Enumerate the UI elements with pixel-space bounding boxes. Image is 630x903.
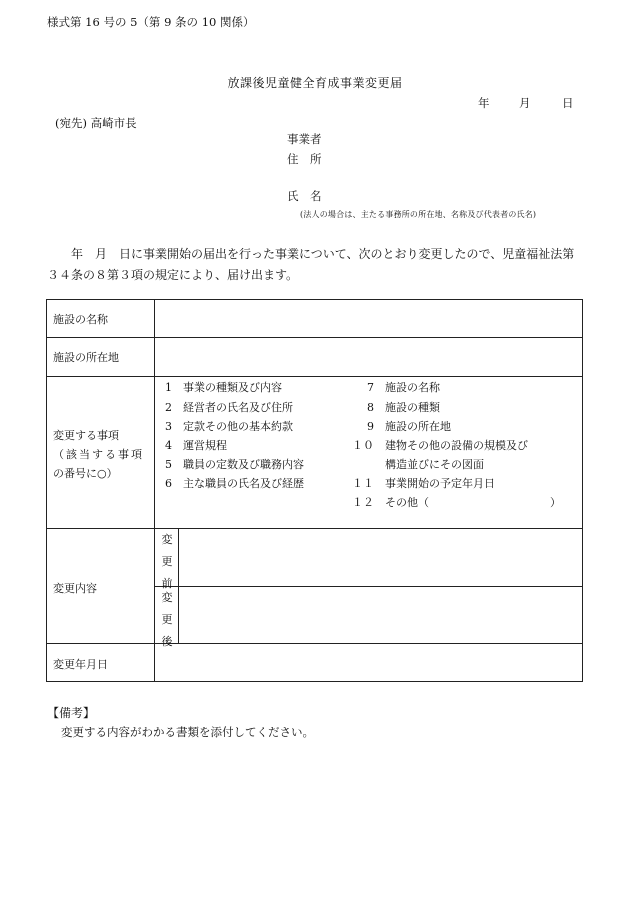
before-label: 変 更 前 [161,533,173,590]
table-rule [154,586,583,587]
change-item-10: １０ 建物その他の設備の規模及び [352,439,528,452]
change-item-7: 7 施設の名称 [367,381,440,394]
date-day: 日 [562,96,574,110]
change-item-8: 8 施設の種類 [367,401,440,414]
notes-title: 【備考】 [47,706,96,720]
table-rule [46,337,583,338]
facility-name-label: 施設の名称 [53,313,108,326]
table-divider [154,299,155,682]
change-items-label-2: （該当する事項 [53,448,144,461]
change-items-label-3: の番号に○） [53,467,118,480]
table-sub-divider [178,528,179,643]
change-item-4: 4 運営規程 [165,439,227,452]
table-rule [46,528,583,529]
table-rule [46,643,583,644]
change-item-9: 9 施設の所在地 [367,420,451,433]
date-year: 年 [478,96,490,110]
change-item-10-cont: 構造並びにその図面 [385,458,484,471]
addressee: (宛先) 高崎市長 [55,116,137,130]
operator-address-label: 住 所 [287,152,322,166]
change-item-6: 6 主な職員の氏名及び経歴 [165,477,304,490]
operator-name-label: 氏 名 [287,189,322,203]
table-rule [46,376,583,377]
form-number: 様式第 16 号の 5（第 9 条の 10 関係） [47,15,255,29]
change-items-label-1: 変更する事項 [53,429,119,442]
change-item-5: 5 職員の定数及び職務内容 [165,458,304,471]
notes-text: 変更する内容がわかる書類を添付してください。 [61,725,314,739]
body-line-1: 年 月 日に事業開始の届出を行った事業について、次のとおり変更したので、児童福祉法第 [47,247,575,261]
document-title: 放課後児童健全育成事業変更届 [227,76,403,90]
change-item-12: １２ その他（ ） [352,496,561,509]
date-month: 月 [519,96,531,110]
operator-note: (法人の場合は、主たる事務所の所在地、名称及び代表者の氏名) [300,210,537,219]
after-label: 変 更 後 [161,591,173,648]
change-date-label: 変更年月日 [53,658,108,671]
change-content-label: 変更内容 [53,582,97,595]
operator-label: 事業者 [287,132,322,146]
change-item-3: 3 定款その他の基本約款 [165,420,293,433]
change-item-1: 1 事業の種類及び内容 [165,381,282,394]
body-line-2: ３４条の８第３項の規定により、届け出ます。 [47,268,299,282]
facility-location-label: 施設の所在地 [53,351,119,364]
change-table [46,299,583,682]
body-text [47,244,587,286]
change-item-11: １１ 事業開始の予定年月日 [352,477,495,490]
change-item-2: 2 経営者の氏名及び住所 [165,401,293,414]
